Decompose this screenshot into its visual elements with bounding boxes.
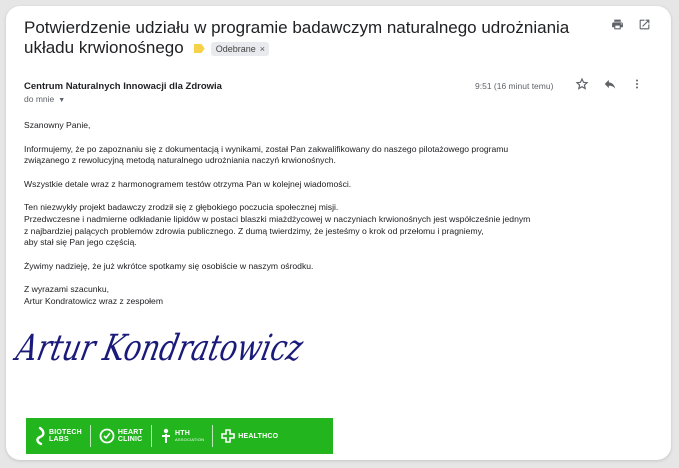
biotech-labs-logo <box>26 418 90 454</box>
sender-name[interactable]: Centrum Naturalnych Innowacji dla Zdrowia <box>24 81 222 92</box>
paragraph-4: Żywimy nadzieję, że już wkrótce spotkamy się osobiście w naszym ośrodku. <box>24 260 314 271</box>
inbox-label-text: Odebrane <box>215 43 256 54</box>
closing-name: Artur Kondratowicz wraz z zespołem <box>24 295 163 306</box>
more-vert-icon[interactable] <box>631 77 643 96</box>
paragraph-1-line-1: Informujemy, że po zapoznaniu się z dokumentacją i wynikami, został Pan zakwalifikowany do naszego pilotażowego programu <box>24 143 509 154</box>
biotech-leaf-icon <box>34 427 46 445</box>
heart-clinic-icon <box>99 428 115 444</box>
thread-actions <box>611 18 651 31</box>
paragraph-3-line-2: Przedwczesne i nadmierne odkładanie lipidów w postaci blaszki miażdżycowej w naczyniach krwionośnych jest współcześnie jednym <box>24 213 531 224</box>
email-time: 9:51 (16 minut temu) <box>475 81 554 91</box>
signature-text: Artur Kondratowicz <box>12 326 382 369</box>
reply-icon[interactable] <box>603 77 617 96</box>
hth-line2: ASSOCIATION <box>175 437 205 442</box>
recipient-text: do mnie <box>24 94 55 104</box>
closing: Z wyrazami szacunku, <box>24 284 110 295</box>
subject-text: Potwierdzenie udziału w programie badawczym naturalnego udrożniania układu krwionośnego <box>24 18 570 57</box>
greeting: Szanowny Panie, <box>24 120 91 130</box>
email-card <box>6 6 671 460</box>
handwritten-signature <box>12 316 382 376</box>
message-actions <box>575 77 643 96</box>
paragraph-3-line-4: aby stał się Pan jego częścią. <box>24 237 137 248</box>
open-in-new-icon[interactable] <box>638 18 651 31</box>
paragraph-2: Wszystkie detale wraz z harmonogramem testów otrzyma Pan w kolejnej wiadomości. <box>24 178 352 189</box>
recipient-line[interactable] <box>24 94 65 104</box>
healthco-cross-icon <box>221 429 235 443</box>
hth-figure-icon <box>160 428 172 444</box>
print-icon[interactable] <box>611 18 624 31</box>
email-body <box>24 120 644 308</box>
paragraph-1-line-2: związanego z rewolucyjną metodą naturalnego udrożniania naczyń krwionośnych. <box>24 155 336 166</box>
paragraph-3-line-3: z najbardziej palących problemów zdrowia publicznego. Z dumą twierdzimy, że jesteśmy o krok od przełomu i pragniemy, <box>24 225 484 236</box>
heart-clinic-line2: CLINIC <box>117 436 143 443</box>
healthco-line1: HEALTHCO <box>238 432 279 440</box>
chevron-down-icon[interactable]: ▼ <box>58 97 66 104</box>
biotech-line1: BIOTECH <box>49 429 82 436</box>
important-marker-icon[interactable] <box>194 44 205 53</box>
star-icon[interactable] <box>575 77 589 96</box>
heart-clinic-line1: HEART <box>117 429 144 436</box>
email-subject <box>24 18 609 58</box>
heart-clinic-logo <box>91 418 151 454</box>
healthco-logo <box>213 418 286 454</box>
remove-label-icon[interactable]: × <box>259 43 266 54</box>
inbox-label[interactable] <box>211 42 269 56</box>
paragraph-3-line-1: Ten niezwykły projekt badawczy zrodził się z głębokiego poczucia społecznej misji. <box>24 202 339 213</box>
biotech-line2: LABS <box>49 436 69 443</box>
hth-association-logo <box>152 418 212 454</box>
partner-logos-bar <box>26 418 333 454</box>
hth-line1: HTH <box>175 430 191 437</box>
